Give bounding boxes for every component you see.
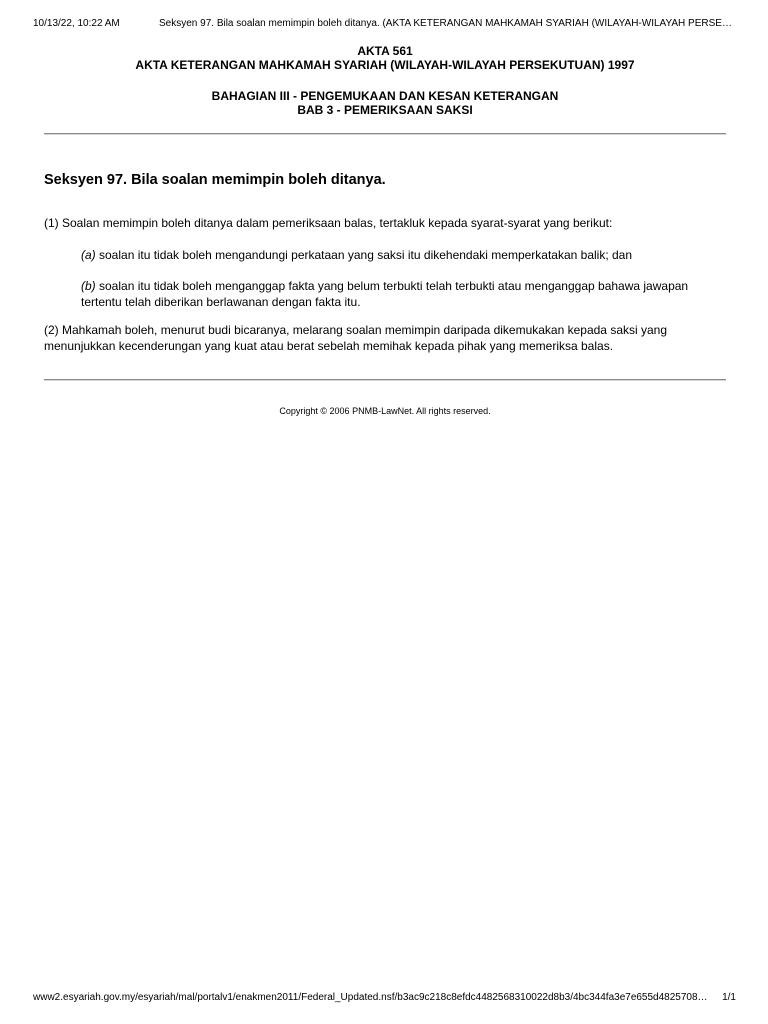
act-name: AKTA KETERANGAN MAHKAMAH SYARIAH (WILAYAH-WILAYAH PERSEKUTUAN) 1997	[135, 58, 635, 72]
item-a-text: soalan itu tidak boleh mengandungi perkataan yang saksi itu dikehendaki memperkatakan balik; dan	[95, 248, 633, 262]
part-heading: BAHAGIAN III - PENGEMUKAAN DAN KESAN KETERANGAN	[211, 89, 559, 103]
act-number: AKTA 561	[357, 44, 413, 58]
bottom-divider	[44, 379, 726, 381]
item-a-label: (a)	[81, 248, 96, 262]
item-a	[81, 247, 726, 263]
print-datetime: 10/13/22, 10:22 AM	[33, 18, 120, 29]
print-doc-title: Seksyen 97. Bila soalan memimpin boleh ditanya. (AKTA KETERANGAN MAHKAMAH SYARIAH (WILAYAH-WILAYAH PERSE…	[159, 18, 732, 29]
item-b-text: soalan itu tidak boleh menganggap fakta yang belum terbukti telah terbukti atau menganggap bahawa jawapan tertentu telah diberikan berlawanan dengan fakta itu.	[81, 279, 689, 309]
top-divider	[44, 133, 726, 135]
act-heading	[44, 44, 726, 117]
copyright-notice: Copyright © 2006 PNMB-LawNet. All rights reserved.	[279, 406, 491, 416]
print-footer	[33, 991, 736, 1005]
subsection-1: (1) Soalan memimpin boleh ditanya dalam pemeriksaan balas, tertakluk kepada syarat-syarat yang berikut:	[44, 216, 613, 230]
print-url: www2.esyariah.gov.my/esyariah/mal/portalv1/enakmen2011/Federal_Updated.nsf/b3ac9c218c8efdc4482568310022d8b3/4bc344fa3e7e655d4825708…	[33, 992, 708, 1003]
document-body	[44, 44, 726, 417]
item-b-label: (b)	[81, 279, 96, 293]
item-b	[81, 278, 726, 310]
subsection-2: (2) Mahkamah boleh, menurut budi bicaranya, melarang soalan memimpin daripada dikemukakan kepada saksi yang menunjukkan kecenderungan yang kuat atau berat sebelah memihak kepada pihak yang memeriksa balas.	[44, 323, 668, 353]
print-header	[33, 17, 738, 31]
page-number: 1/1	[722, 992, 736, 1003]
chapter-heading: BAB 3 - PEMERIKSAAN SAKSI	[297, 103, 473, 117]
section-title: Seksyen 97. Bila soalan memimpin boleh ditanya.	[44, 172, 386, 188]
